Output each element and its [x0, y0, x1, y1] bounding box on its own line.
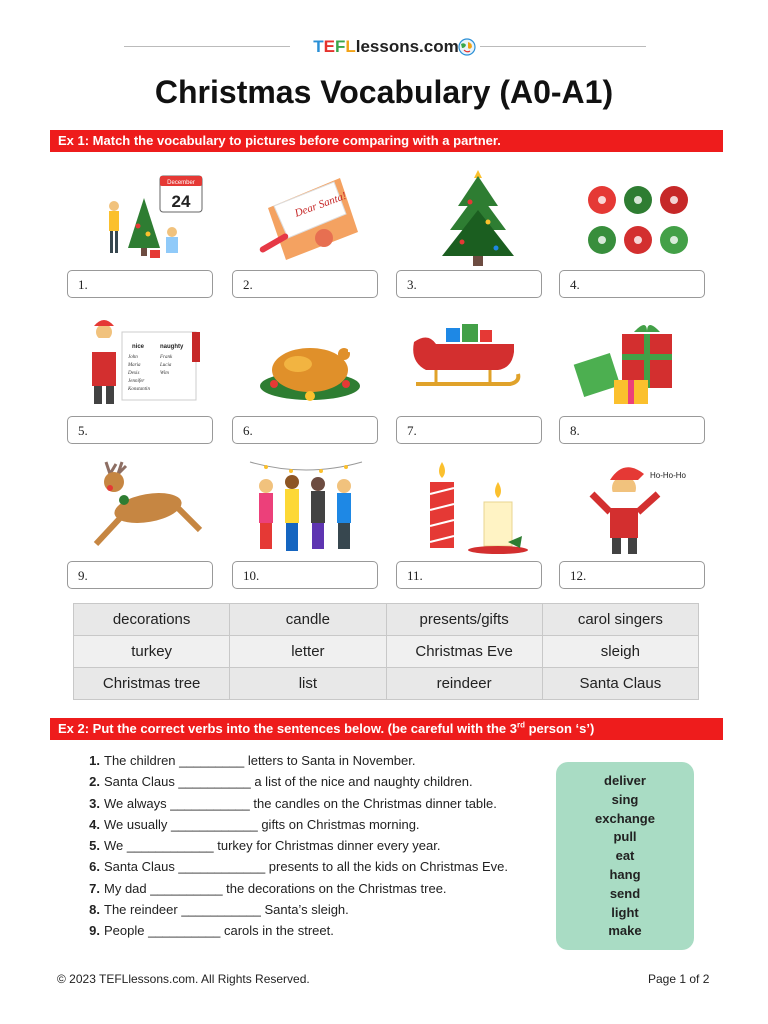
vocab-cell: reindeer	[386, 668, 542, 700]
list-item: 3. We always ___________ the candles on the Christmas dinner table.	[89, 795, 497, 811]
reindeer-icon	[88, 458, 208, 558]
answer-box-1[interactable]: 1.	[67, 270, 213, 298]
svg-text:naughty: naughty	[160, 344, 184, 350]
page-number: Page 1 of 2	[648, 972, 710, 986]
vocab-cell: list	[230, 668, 386, 700]
svg-text:Wim: Wim	[160, 371, 169, 376]
svg-text:Dexis: Dexis	[128, 371, 140, 376]
verb-item: send	[609, 885, 641, 901]
verb-item: eat	[615, 848, 635, 864]
list-item: 4. We usually ____________ gifts on Christmas morning.	[89, 816, 420, 832]
vocab-cell: carol singers	[542, 604, 698, 636]
verb-item: deliver	[604, 773, 646, 788]
list-item: 1. The children _________ letters to Santa in November.	[89, 753, 416, 768]
santa-icon	[580, 458, 700, 558]
answer-box-9[interactable]: 9.	[67, 561, 213, 589]
carol-singers-icon	[246, 456, 366, 556]
exercise-1-banner: Ex 1: Match the vocabulary to pictures before comparing with a partner.	[50, 130, 723, 152]
table-row	[74, 604, 699, 636]
vocab-cell: candle	[230, 604, 386, 636]
table-row	[74, 636, 699, 668]
vocab-cell: Christmas Eve	[386, 636, 542, 668]
vocab-cell: sleigh	[542, 636, 698, 668]
gift-boxes-icon	[572, 318, 692, 418]
svg-text:Frank: Frank	[160, 355, 173, 360]
verb-item: light	[611, 904, 639, 920]
verb-item: pull	[613, 829, 637, 845]
sentence-list	[76, 750, 546, 942]
header-logo-row	[0, 36, 768, 58]
answer-box-12[interactable]: 12.	[559, 561, 705, 589]
answer-box-3[interactable]: 3.	[396, 270, 542, 298]
christmas-tree-icon	[418, 168, 538, 268]
svg-text:Lucia: Lucia	[160, 363, 172, 368]
santa-list-icon	[82, 318, 202, 418]
brand-logo: TEFLlessons.com	[313, 37, 459, 56]
vocab-cell: turkey	[74, 636, 230, 668]
list-item: 7. My dad __________ the decorations on the Christmas tree.	[89, 880, 447, 896]
answer-box-8[interactable]: 8.	[559, 416, 705, 444]
svg-text:Ho-Ho-Ho: Ho-Ho-Ho	[650, 471, 687, 480]
svg-text:John: John	[128, 355, 138, 360]
svg-text:Konstantin: Konstantin	[128, 387, 150, 392]
answer-box-2[interactable]: 2.	[232, 270, 378, 298]
divider-line	[124, 46, 290, 47]
verb-item: sing	[611, 791, 639, 807]
exercise-2-banner: Ex 2: Put the correct verbs into the sentences below. (be careful with the 3rd person ‘s’)	[50, 718, 723, 740]
vocab-cell: presents/gifts	[386, 604, 542, 636]
calendar-icon	[160, 176, 202, 212]
answer-box-11[interactable]: 11.	[396, 561, 542, 589]
family-decorating-tree-icon	[92, 168, 212, 268]
vocabulary-table	[73, 603, 699, 700]
baubles-icon	[580, 168, 700, 268]
verb-item: hang	[609, 866, 641, 882]
roast-turkey-icon	[254, 318, 374, 418]
verb-item: make	[608, 923, 642, 939]
verb-word-bank	[556, 762, 694, 950]
table-row	[74, 668, 699, 700]
letter-to-santa-icon	[254, 168, 374, 268]
page-title: Christmas Vocabulary (A0-A1)	[154, 74, 614, 110]
verb-item: exchange	[595, 810, 655, 826]
list-item: 2. Santa Claus __________ a list of the nice and naughty children.	[89, 774, 473, 790]
answer-box-4[interactable]: 4.	[559, 270, 705, 298]
svg-text:nice: nice	[132, 344, 145, 350]
svg-text:24: 24	[171, 192, 191, 211]
sleigh-icon	[406, 318, 526, 418]
divider-line	[480, 46, 646, 47]
answer-box-6[interactable]: 6.	[232, 416, 378, 444]
vocab-cell: Christmas tree	[74, 668, 230, 700]
list-item: 9. People __________ carols in the street.	[89, 923, 334, 939]
svg-text:Jennifer: Jennifer	[128, 379, 145, 384]
answer-box-7[interactable]: 7.	[396, 416, 542, 444]
list-item: 5. We ____________ turkey for Christmas dinner every year.	[89, 838, 441, 854]
candles-icon	[412, 460, 532, 560]
answer-box-5[interactable]: 5.	[67, 416, 213, 444]
globe-icon	[458, 38, 476, 56]
vocab-cell: letter	[230, 636, 386, 668]
list-item: 8. The reindeer ___________ Santa’s sleigh.	[89, 902, 349, 918]
svg-text:December: December	[167, 180, 195, 186]
copyright-text: © 2023 TEFLlessons.com. All Rights Reserved.	[57, 972, 310, 986]
svg-text:Maria: Maria	[128, 363, 141, 368]
svg-text:Dear Santa!: Dear Santa!	[293, 189, 349, 220]
vocab-cell: decorations	[74, 604, 230, 636]
vocab-cell: Santa Claus	[542, 668, 698, 700]
answer-box-10[interactable]: 10.	[232, 561, 378, 589]
list-item: 6. Santa Claus ____________ presents to all the kids on Christmas Eve.	[89, 859, 508, 875]
